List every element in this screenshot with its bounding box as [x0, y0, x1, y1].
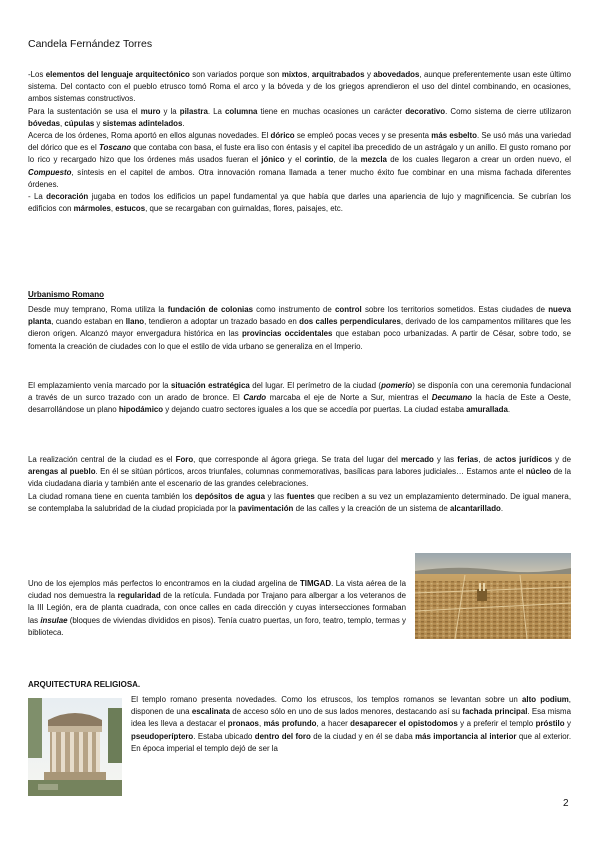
- bold-run: pseudoperíptero: [131, 731, 194, 741]
- intro-paragraph: [28, 191, 571, 215]
- timgad-photo-svg: [415, 553, 571, 639]
- text-run: que contaba con basa, el fuste era liso con éntasis y el capitel iba precedido de un astrágalo y un anillo. El gusto romano por lo rico y recargado hizo que los órdenes más usados fueran el: [28, 143, 571, 165]
- urbanismo-paragraph: [28, 454, 571, 515]
- bold-run: hipodámico: [118, 405, 164, 415]
- text-run: .: [507, 405, 511, 415]
- text-run: Para la sustentación se usa el: [28, 106, 141, 116]
- text-run: que estaban poco urbanizadas. A partir de César, sobre todo, se fomenta la creación de ciudades con lo que el estilo de vida urbano se generaliza en el Imperio.: [28, 329, 571, 351]
- text-run: ,: [110, 204, 116, 214]
- bold-run: Foro: [175, 455, 194, 464]
- section-heading-urbanismo: Urbanismo Romano: [28, 290, 105, 299]
- temple-photo-svg: [28, 698, 122, 796]
- bold-run: estucos: [115, 204, 146, 214]
- text-run: Uno de los ejemplos más perfectos lo encontramos en la ciudad argelina de: [28, 579, 300, 588]
- text-run: se empleó pocas veces y se presenta: [294, 131, 432, 141]
- intro-paragraph: [28, 130, 571, 191]
- text-run: . Se usó más una variedad del dórico que es el: [28, 131, 571, 153]
- text-run: . En él se sitúan pórticos, arcos triunfales, columnas conmemorativas, basílicas para labores judiciales… Estamos ante el: [95, 467, 526, 477]
- text-run: de los cuales llegaron a crear un orden nuevo, el: [386, 155, 572, 165]
- bold-run: mármoles: [73, 204, 111, 214]
- bold-run: actos jurídicos: [495, 455, 553, 464]
- bold-run: control: [335, 305, 362, 314]
- text-run: . Esa misma idea les lleva a destacar el: [131, 707, 571, 729]
- bold-run: columna: [224, 106, 258, 116]
- bold-run: muro: [140, 106, 161, 116]
- text-run: La realización central de la ciudad es el: [28, 455, 176, 464]
- bold-run: pronaos: [227, 719, 259, 729]
- timgad-aerial-image: [415, 553, 571, 639]
- bold-run: Cardo: [243, 393, 267, 403]
- text-run: -Los: [28, 70, 46, 79]
- text-run: , que corresponde al ágora griega. Se trata del lugar del: [193, 455, 401, 464]
- bold-run: depósitos de agua: [194, 491, 265, 501]
- bold-run: provincias occidentales: [241, 329, 333, 339]
- bold-run: escalinata: [191, 707, 231, 717]
- text-run: y la: [160, 106, 180, 116]
- intro-paragraph: [28, 106, 571, 130]
- text-run: que al exterior. En época imperial el templo dejó de ser la: [131, 731, 572, 753]
- text-run: y: [564, 719, 571, 729]
- text-run: ,: [307, 70, 312, 79]
- text-run: , de: [478, 455, 496, 464]
- bold-run: sistemas adintelados: [102, 118, 183, 128]
- text-run: , aunque preferentemente usan este último sistema. Del contacto con el pueblo etrusco tomó Roma el arco y la bóveda y de los griegos aprendieron el uso del dintel combinando, en ocasiones, ambos sistemas constructivos.: [28, 70, 571, 104]
- text-run: - La: [28, 192, 47, 202]
- bold-run: arquitrabados: [311, 70, 365, 79]
- bold-run: más importancia al interior: [415, 731, 517, 741]
- text-run: ,: [60, 118, 65, 128]
- text-run: , derivado de los campamentos militares que les dieron origen. Alcanzó mayor envergadura histórica en las: [28, 317, 571, 339]
- text-run: , que se recargaban con guirnaldas, flores, paisajes, etc.: [145, 204, 343, 214]
- text-run: ) se disponía con una ceremonia fundacional a través de un surco trazado con un arado de bronce. El: [28, 381, 572, 403]
- intro-section: [28, 69, 571, 215]
- bold-run: Compuesto: [28, 167, 72, 177]
- bold-run: arengas al pueblo: [28, 467, 96, 477]
- text-run: , disponen de una: [131, 695, 571, 717]
- bold-run: bóvedas: [28, 118, 61, 128]
- bold-run: regularidad: [117, 591, 161, 601]
- bold-run: dos calles perpendiculares: [299, 317, 401, 327]
- religiosa-paragraph: [131, 694, 571, 755]
- bold-run: decorativo: [405, 106, 446, 116]
- text-run: El templo romano presenta novedades. Como los etruscos, los templos romanos se levantan sobre un: [131, 695, 523, 704]
- bold-run: fachada principal: [462, 707, 528, 717]
- text-run: . La vista aérea de la ciudad nos demuestra la: [28, 579, 406, 601]
- bold-run: fundación de colonias: [167, 305, 253, 314]
- bold-run: elementos del lenguaje arquitectónico: [45, 70, 190, 79]
- paragraph: [28, 380, 571, 417]
- text-run: , a hacer: [316, 719, 351, 729]
- bold-run: mixtos: [281, 70, 308, 79]
- text-run: (bloques de viviendas divididos en pisos). Tenía cuatro puertas, un foro, teatro, templo, termas y biblioteca.: [28, 615, 406, 637]
- page-number: 2: [563, 798, 569, 809]
- author-name: Candela Fernández Torres: [28, 38, 153, 50]
- bold-run: próstilo: [535, 719, 565, 729]
- urbanismo-paragraph: [28, 304, 571, 353]
- text-run: de la ciudad y en él se daba: [310, 731, 416, 741]
- text-run: la hacía de Este a Oeste, desarrollándose un plano: [28, 393, 572, 415]
- bold-run: dentro del foro: [254, 731, 311, 741]
- bold-run: más profundo: [263, 719, 317, 729]
- bold-run: pomerio: [381, 381, 413, 390]
- text-run: y: [364, 70, 374, 79]
- bold-run: situación estratégica: [170, 381, 250, 390]
- text-run: y a preferir el templo: [457, 719, 536, 729]
- text-run: marcaba el eje de Norte a Sur, mientras el: [266, 393, 432, 403]
- bold-run: mercado: [400, 455, 434, 464]
- text-run: Desde muy temprano, Roma utiliza la: [28, 305, 168, 314]
- text-run: de acceso sólo en uno de sus lados menores, destacando así su: [230, 707, 463, 717]
- text-run: .: [182, 118, 185, 128]
- text-run: como instrumento de: [252, 305, 336, 314]
- bold-run: TIMGAD: [299, 579, 332, 588]
- text-run: sobre los territorios sometidos. Estas ciudades de: [361, 305, 549, 314]
- bold-run: fuentes: [286, 491, 315, 501]
- text-run: y de: [552, 455, 571, 464]
- bold-run: mezcla: [360, 155, 387, 165]
- text-run: .: [500, 503, 504, 513]
- bold-run: alto podium: [522, 695, 569, 704]
- text-run: , cuando estaban en: [51, 317, 126, 327]
- bold-run: corintio: [304, 155, 334, 165]
- text-run: de la vida ciudadana diaria y también ante el escenario de las grandes celebraciones.: [28, 467, 571, 489]
- roman-temple-image: [28, 698, 122, 796]
- intro-paragraph: [28, 69, 571, 106]
- bold-run: llano: [125, 317, 145, 327]
- bold-run: pilastra: [179, 106, 208, 116]
- text-run: tiene en muchas ocasiones un carácter: [257, 106, 406, 116]
- text-run: son variados porque son: [189, 70, 282, 79]
- bold-run: desaparecer el opistodomos: [350, 719, 458, 729]
- text-run: y el: [284, 155, 305, 165]
- text-run: , de la: [333, 155, 361, 165]
- text-run: que reciben a su vez un emplazamiento determinado. De igual manera, se contemplaba la salubridad de la ciudad propiciada por la: [28, 491, 572, 513]
- bold-run: insulae: [40, 615, 68, 625]
- bold-run: núcleo: [525, 467, 552, 477]
- bold-run: cúpulas: [64, 118, 95, 128]
- bold-run: dórico: [270, 131, 295, 141]
- text-run: del lugar. El perímetro de la ciudad (: [249, 381, 382, 390]
- text-run: El emplazamiento venía marcado por la: [28, 381, 171, 390]
- bold-run: ferias: [457, 455, 479, 464]
- bold-run: más esbelto: [431, 131, 477, 141]
- text-run: y: [94, 118, 103, 128]
- bold-run: abovedados: [373, 70, 420, 79]
- bold-run: decoración: [46, 192, 89, 202]
- text-run: jugaba en todos los edificios un papel fundamental ya que había que darles una apariencia de lujo y magnificencia. Se cubrían los edificios con: [28, 192, 571, 214]
- section-heading-religiosa: ARQUITECTURA RELIGIOSA.: [28, 680, 141, 689]
- bold-run: Toscano: [98, 143, 132, 153]
- text-run: . La: [207, 106, 225, 116]
- urbanismo-paragraph: [28, 380, 571, 417]
- bold-run: pavimentación: [238, 503, 294, 513]
- text-run: y dejando cuatro sectores iguales a los que se accedía por puertas. La ciudad estaba: [163, 405, 467, 415]
- bold-run: nueva planta: [28, 305, 571, 327]
- text-run: , síntesis en el capitel de ambos. Otra innovación romana llamada a tener mucho éxito fue combinar en una misma fachada diferentes órdenes.: [28, 167, 571, 189]
- text-run: y las: [265, 491, 287, 501]
- text-run: de las calles y la creación de un sistema de: [293, 503, 450, 513]
- text-run: . Estaba ubicado: [193, 731, 255, 741]
- paragraph: [28, 491, 571, 515]
- text-run: Acerca de los órdenes, Roma aportó en ellos algunas novedades. El: [28, 131, 271, 141]
- timgad-paragraph: [28, 578, 406, 639]
- text-run: . Como sistema de cierre utilizaron: [445, 106, 571, 116]
- text-run: ,: [258, 719, 264, 729]
- text-run: de la retícula. Fundada por Trajano para albergar a los veteranos de la III Legión, era de planta cuadrada, con once calles en cada dirección y cuyas intersecciones formaban las: [28, 591, 406, 625]
- bold-run: alcantarillado: [449, 503, 501, 513]
- paragraph: [28, 454, 571, 491]
- bold-run: amurallada: [466, 405, 508, 415]
- text-run: La ciudad romana tiene en cuenta también los: [28, 491, 195, 501]
- bold-run: Decumano: [431, 393, 473, 403]
- paragraph: [28, 304, 571, 353]
- text-run: , tendieron a adoptar un trazado basado en: [144, 317, 300, 327]
- text-run: y las: [433, 455, 458, 464]
- bold-run: jónico: [261, 155, 285, 165]
